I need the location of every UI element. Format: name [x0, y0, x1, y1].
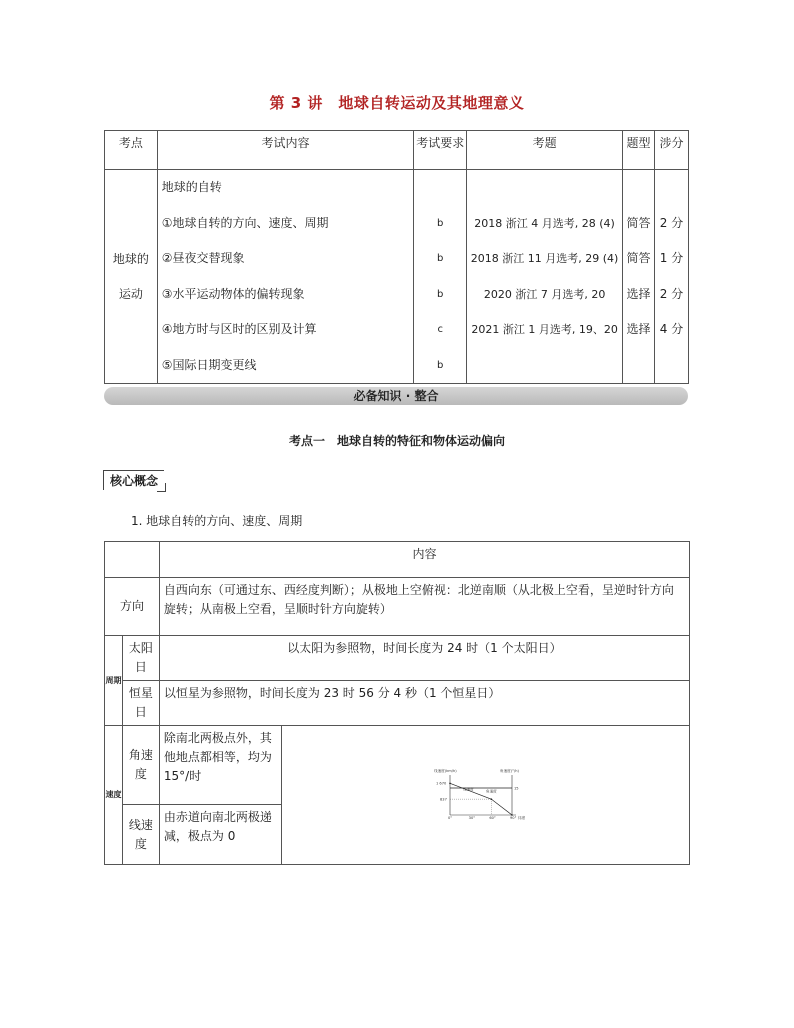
angular-speed-text: 除南北两极点外，其他地点都相等，均为 15°/时 — [159, 726, 281, 805]
table-row — [105, 578, 690, 636]
linear-speed-text: 由赤道向南北两极递减，极点为 0 — [159, 805, 281, 865]
content-line: ①地球自转的方向、速度、周期 — [161, 215, 329, 230]
content-line: ④地方时与区时的区别及计算 — [161, 322, 317, 336]
question-type: 选择 — [626, 286, 651, 301]
score: 1 分 — [659, 251, 684, 265]
exam-outline-table — [104, 130, 689, 384]
table-row — [105, 542, 690, 578]
score-cell — [655, 170, 689, 384]
question: 2021 浙江 1 月选考, 19、20 — [471, 323, 618, 336]
score — [655, 170, 688, 206]
score: 4 分 — [659, 322, 684, 336]
x-tick-label: 60° — [489, 816, 497, 820]
question-cell — [467, 170, 623, 384]
question-type: 简答 — [626, 251, 651, 265]
content-line: ②昼夜交替现象 — [161, 251, 245, 265]
score: 2 分 — [659, 286, 684, 301]
header-cell: 题型 — [623, 131, 655, 170]
content-header: 内容 — [159, 542, 689, 578]
linear-speed-point — [450, 783, 452, 785]
speed-chart — [430, 757, 540, 827]
y-left-tick-label: 1 670 — [436, 781, 447, 786]
speed-group-label — [105, 726, 123, 865]
question — [467, 348, 622, 384]
y-axis-left-label: 线速度(km/h) — [434, 769, 457, 773]
question: 2020 浙江 7 月选考, 20 — [483, 287, 606, 301]
score — [655, 348, 688, 384]
content-line: 地球的自转 — [161, 180, 222, 194]
series-label-linear: 线速度 — [463, 787, 475, 792]
period-group-label — [105, 636, 123, 726]
item-heading: 1. 地球自转的方向、速度、周期 — [131, 514, 303, 528]
topic-line: 运动 — [118, 286, 143, 301]
speed-group-text: 速度 — [105, 790, 122, 799]
linear-speed-label: 线速度 — [122, 805, 159, 865]
header-cell: 考试内容 — [157, 131, 414, 170]
x-tick-label: 30° — [469, 816, 476, 820]
page-title: 第 3 讲 地球自转运动及其地理意义 — [269, 94, 525, 112]
header-cell: 考点 — [105, 131, 158, 170]
direction-label: 方向 — [105, 578, 160, 636]
topic-cell — [105, 170, 158, 384]
topic-line: 地球的 — [112, 251, 149, 266]
question — [467, 170, 622, 206]
linear-speed-point — [491, 798, 493, 800]
direction-text: 自西向东（可通过东、西经度判断）；从极地上空俯视：北逆南顺（从北极上空看，呈逆时针方向旋转；从南极上空看，呈顺时针方向旋转） — [159, 578, 689, 636]
requirement: b — [437, 253, 444, 264]
requirement: b — [437, 217, 444, 229]
table-row — [105, 726, 690, 805]
section-banner: 必备知识 · 整合 — [104, 387, 688, 405]
question-type: 简答 — [626, 215, 651, 230]
linear-speed-point — [512, 814, 514, 816]
y-right-tick-label: 15 — [514, 786, 519, 791]
sidereal-day-text: 以恒星为参照物，时间长度为 23 时 56 分 4 秒（1 个恒星日） — [159, 681, 689, 726]
period-group-text: 周期 — [105, 675, 122, 685]
content-cell — [157, 170, 414, 384]
question-type — [623, 170, 654, 206]
rotation-table — [104, 541, 690, 865]
requirement: b — [437, 288, 444, 300]
empty-cell — [105, 542, 160, 578]
x-tick-label: 90° — [510, 816, 517, 820]
requirement-cell — [414, 170, 467, 384]
question-type — [623, 348, 654, 384]
y-left-tick-label: 837 — [440, 797, 448, 802]
series-label-angular: 角速度 — [486, 789, 498, 794]
question: 2018 浙江 4 月选考, 28 (4) — [474, 216, 615, 230]
section-subheading: 考点一 地球自转的特征和物体运动偏向 — [288, 434, 505, 448]
table-row — [105, 681, 690, 726]
type-cell — [623, 170, 655, 384]
question-type: 选择 — [626, 322, 651, 336]
solar-day-label: 太阳日 — [122, 636, 159, 681]
header-cell: 考题 — [467, 131, 623, 170]
table-row — [105, 636, 690, 681]
table-row — [105, 170, 689, 384]
score: 2 分 — [659, 215, 684, 230]
solar-day-text: 以太阳为参照物，时间长度为 24 时（1 个太阳日） — [159, 636, 689, 681]
table-header-row — [105, 131, 689, 170]
requirement: c — [437, 324, 443, 335]
sidereal-day-label: 恒星日 — [122, 681, 159, 726]
question: 2018 浙江 11 月选考, 29 (4) — [470, 252, 619, 265]
y-axis-right-label: 角速度(°/h) — [500, 769, 520, 773]
speed-diagram-cell — [281, 726, 689, 865]
requirement — [414, 170, 466, 206]
content-line: ⑤国际日期变更线 — [161, 357, 257, 372]
requirement: b — [437, 359, 444, 371]
angular-speed-label: 角速度 — [122, 726, 159, 805]
header-cell: 涉分 — [655, 131, 689, 170]
x-axis-label: 纬度 — [518, 816, 526, 820]
content-line: ③水平运动物体的偏转现象 — [161, 286, 305, 301]
concept-label: 核心概念 — [103, 470, 164, 490]
x-tick-label: 0° — [448, 816, 453, 820]
header-cell: 考试要求 — [414, 131, 467, 170]
